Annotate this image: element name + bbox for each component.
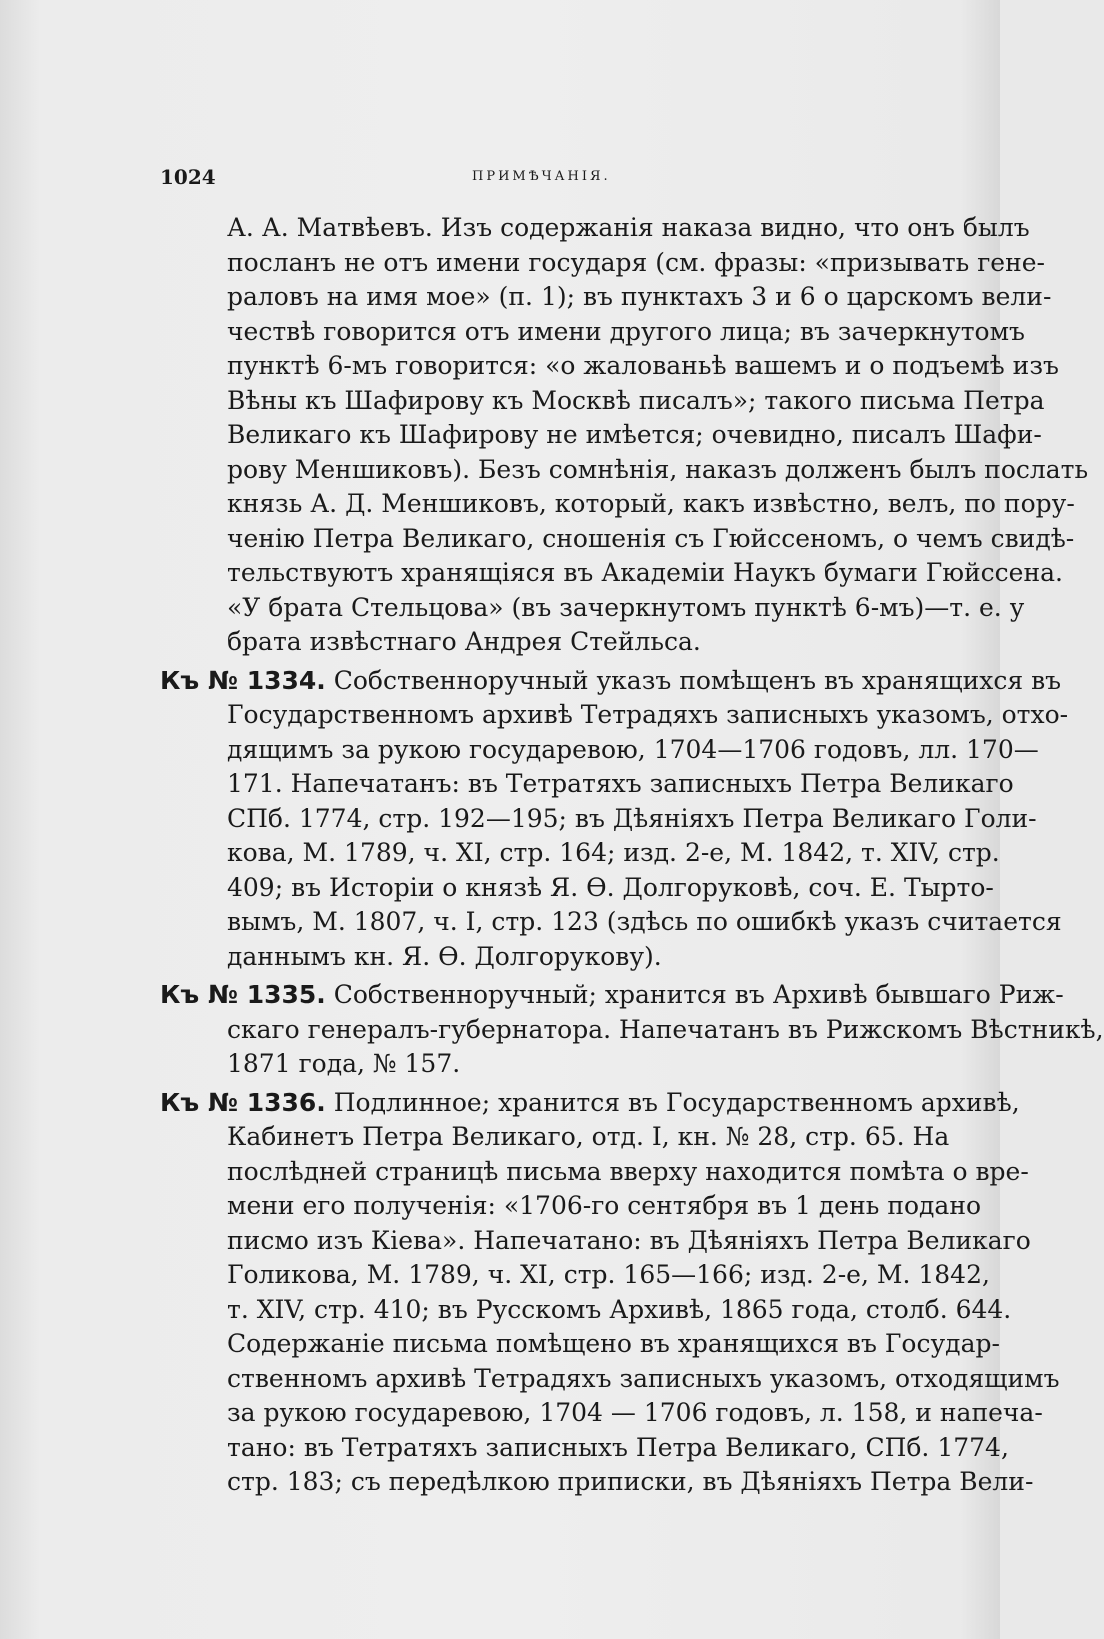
line-text: т. XIV, стр. 410; въ Русскомъ Архивѣ, 1865 года, столб. 644. [227,1294,1012,1324]
line-text: СПб. 1774, стр. 192—195; въ Дѣяніяхъ Петра Великаго Голи- [227,803,1037,833]
text-line [160,664,1062,699]
line-text: Великаго къ Шафирову не имѣется; очевидно, писалъ Шафи- [227,420,1042,449]
text-line [227,733,1039,768]
line-text: тано: въ Тетратяхъ записныхъ Петра Великаго, СПб. 1774, [227,1432,1009,1462]
text-line [227,211,1030,246]
text-line [227,905,1062,940]
text-line [227,315,1025,350]
text-line [227,1047,920,1082]
running-head: ПРИМѢЧАНІЯ. [472,169,611,184]
text-line [227,1120,950,1155]
page-number: 1024 [160,165,216,189]
text-line [227,556,1063,591]
line-text: Собственноручный указъ помѣщенъ въ хранящихся въ [333,665,1062,695]
note-continuation [160,211,1089,660]
line-text: пунктѣ 6-мъ говорится: «о жалованьѣ вашемъ и о подъемѣ изъ [227,351,1059,380]
entry-reference-label: Къ № 1335. [160,980,326,1009]
text-line [227,1258,990,1293]
text-line [227,522,1075,557]
line-text: за рукою государевою, 1704 — 1706 годовъ, л. 158, и напеча- [227,1398,1043,1427]
text-line [227,453,1089,488]
line-text: Собственноручный; хранится въ Архивѣ бывшаго Риж- [333,980,1064,1009]
text-line [227,802,1037,837]
text-line [227,940,920,975]
line-text: вымъ, М. 1807, ч. I, стр. 123 (здѣсь по ошибкѣ указъ считается [227,907,1062,936]
line-text: Вѣны къ Шафирову къ Москвѣ писалъ»; такого письма Петра [227,385,1045,415]
line-text: писмо изъ Кіева». Напечатано: въ Дѣяніяхъ Петра Великаго [227,1225,1031,1255]
line-text: дящимъ за рукою государевою, 1704—1706 годовъ, лл. 170— [227,734,1039,764]
text-line [227,418,1042,453]
text-line [227,836,1000,871]
line-text: Голикова, М. 1789, ч. XI, стр. 165—166; изд. 2-е, М. 1842, [227,1260,990,1289]
notes-body [160,211,1104,1504]
line-text: стр. 183; съ передѣлкою приписки, въ Дѣяніяхъ Петра Вели- [227,1467,1034,1496]
text-line [227,591,1025,626]
entry-reference-label: Къ № 1334. [160,665,326,695]
line-text: 1871 года, № 157. [227,1049,461,1078]
note-entry [160,978,1104,1082]
text-line [227,871,994,906]
text-line [227,767,1014,802]
line-text: Кабинетъ Петра Великаго, отд. I, кн. № 28, стр. 65. На [227,1122,950,1151]
line-text: раловъ на имя мое» (п. 1); въ пунктахъ 3 и 6 о царскомъ вели- [227,282,1052,311]
text-line [227,698,1069,733]
text-line [227,246,1046,281]
line-text: мени его полученія: «1706-го сентября въ 1 день подано [227,1191,982,1220]
line-text: чествѣ говорится отъ имени другого лица; въ зачеркнутомъ [227,316,1025,346]
text-line [227,487,1075,522]
text-line [227,1431,1009,1466]
line-text: скаго генералъ-губернатора. Напечатанъ въ Рижскомъ Вѣстникѣ, [227,1014,1104,1044]
line-text: А. А. Матвѣевъ. Изъ содержанія наказа видно, что онъ былъ [227,213,1030,242]
line-text: Содержаніе письма помѣщено въ хранящихся въ Государ- [227,1329,1000,1358]
entry-reference-label: Къ № 1336. [160,1087,326,1117]
text-line [160,978,1064,1013]
line-text: ственномъ архивѣ Тетрадяхъ записныхъ указомъ, отходящимъ [227,1363,1060,1393]
line-text: даннымъ кн. Я. Ѳ. Долгорукову). [227,941,662,971]
line-text: ченію Петра Великаго, сношенія съ Гюйссеномъ, о чемъ свидѣ- [227,523,1075,553]
page-header [160,165,630,195]
line-text: кова, М. 1789, ч. XI, стр. 164; изд. 2-е, М. 1842, т. XIV, стр. [227,838,1000,867]
line-text: послѣдней страницѣ письма вверху находится помѣта о вре- [227,1156,1029,1186]
line-text: 171. Напечатанъ: въ Тетратяхъ записныхъ Петра Великаго [227,769,1014,798]
text-line [227,1189,982,1224]
text-line [227,349,1059,384]
text-line [160,1086,1020,1121]
note-entry [160,1086,1060,1500]
line-text: Подлинное; хранится въ Государственномъ архивѣ, [333,1087,1020,1117]
line-text: рову Меншиковъ). Безъ сомнѣнія, наказъ долженъ былъ послать [227,454,1089,484]
line-text: брата извѣстнаго Андрея Стейльса. [227,627,701,656]
text-line [227,625,920,660]
text-line [227,1465,1034,1500]
text-line [227,1362,1060,1397]
line-text: Государственномъ архивѣ Тетрадяхъ записныхъ указомъ, отхо- [227,700,1069,729]
text-line [227,1396,1043,1431]
text-line [227,1293,1012,1328]
text-line [227,280,1052,315]
line-text: «У брата Стельцова» (въ зачеркнутомъ пунктѣ 6-мъ)—т. е. у [227,592,1025,622]
text-line [227,1327,1000,1362]
line-text: 409; въ Исторіи о князѣ Я. Ѳ. Долгоруковѣ, соч. Е. Тырто- [227,872,994,902]
line-text: тельствуютъ хранящіяся въ Академіи Наукъ бумаги Гюйссена. [227,558,1063,587]
note-entry [160,664,1069,975]
text-line [227,384,1045,419]
line-text: посланъ не отъ имени государя (см. фразы: «призывать гене- [227,247,1046,277]
text-line [227,1013,1104,1048]
text-line [227,1224,1031,1259]
line-text: князь А. Д. Меншиковъ, который, какъ извѣстно, велъ, по пору- [227,489,1075,518]
text-line [227,1155,1029,1190]
